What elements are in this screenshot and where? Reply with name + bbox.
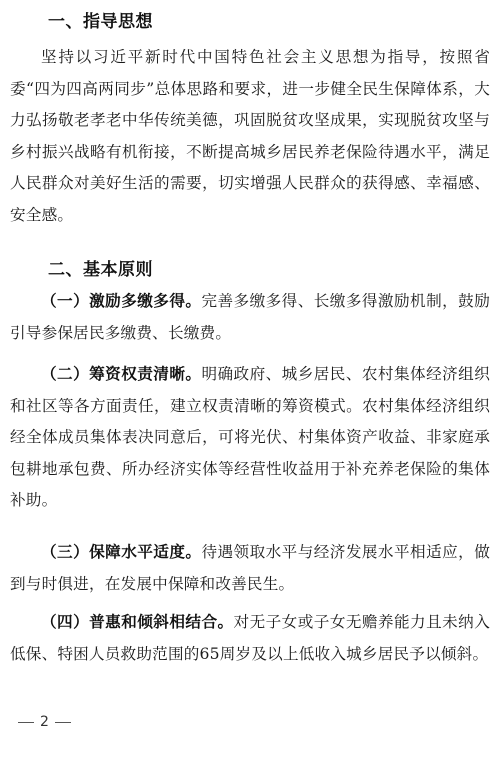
principle-paragraph-4 xyxy=(10,607,490,670)
principle-paragraph-2 xyxy=(10,359,490,517)
page-number: 2 xyxy=(40,714,49,730)
section-heading-basic-principles: 二、基本原则 xyxy=(48,260,153,280)
page-footer xyxy=(18,712,71,730)
principle-text-4: 对无子女或子女无赡养能力且未纳入低保、特困人员救助范围的65周岁及以上低收入城乡居民予以倾斜。 xyxy=(10,613,491,663)
guiding-ideology-paragraph: 坚持以习近平新时代中国特色社会主义思想为指导，按照省委“四为四高两同步”总体思路和要求，进一步健全民生保障体系，大力弘扬敬老孝老中华传统美德，巩固脱贫攻坚成果，实现脱贫攻坚与乡村振兴战略有机衔接，不断提高城乡居民养老保险待遇水平，满足人民群众对美好生活的需要，切实增强人民群众的获得感、幸福感、安全感。 xyxy=(10,48,490,224)
principle-text-2: 明确政府、城乡居民、农村集体经济组织和社区等各方面责任，建立权责清晰的筹资模式。农村集体经济组织经全体成员集体表决同意后，可将光伏、村集体资产收益、非家庭承包耕地承包费、所办经济实体等经营性收益用于补充养老保险的集体补助。 xyxy=(10,365,490,509)
principle-title-1: （一）激励多缴多得。 xyxy=(41,292,202,310)
principle-text-3: 待遇领取水平与经济发展水平相适应，做到与时俱进，在发展中保障和改善民生。 xyxy=(10,543,490,593)
principle-text-1: 完善多缴多得、长缴多得激励机制，鼓励引导参保居民多缴费、长缴费。 xyxy=(10,292,490,342)
principle-title-2: （二）筹资权责清晰。 xyxy=(41,365,202,383)
principle-paragraph-3 xyxy=(10,537,490,600)
principle-title-3: （三）保障水平适度。 xyxy=(41,543,202,561)
principle-paragraph-1 xyxy=(10,286,490,349)
footer-dash-right xyxy=(55,722,71,723)
footer-dash-left xyxy=(18,722,34,723)
section-heading-guiding-ideology: 一、指导思想 xyxy=(48,12,153,32)
principle-title-4: （四）普惠和倾斜相结合。 xyxy=(41,613,234,631)
